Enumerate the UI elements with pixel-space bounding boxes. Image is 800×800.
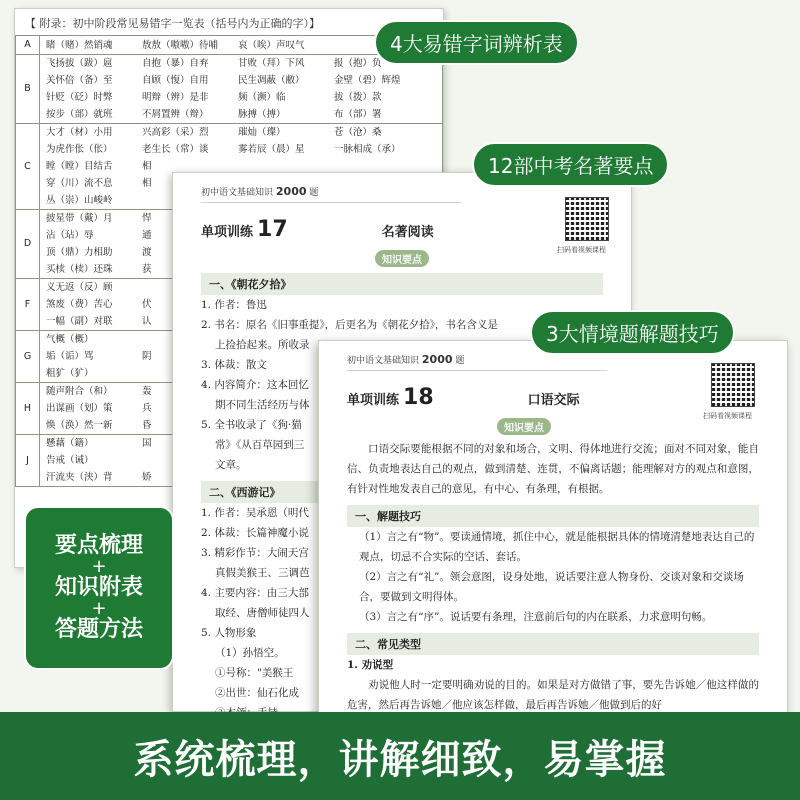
unit-heading <box>347 385 759 410</box>
qr-code-icon <box>565 197 609 241</box>
appendix-title: 【 附录：初中阶段常见易错字一览表（括号内为正确的字）】 <box>25 17 320 30</box>
knowledge-pill: 知识要点 <box>375 250 429 267</box>
book-header <box>347 353 607 371</box>
table-cell: 苍（沧）桑 <box>334 127 382 138</box>
table-cell: 垢（诟）骂 <box>46 351 94 362</box>
table-row-letter: F <box>16 279 40 331</box>
table-cell: 兴高彩（采）烈 <box>142 127 209 138</box>
book-header-suffix: 题 <box>455 356 465 366</box>
table-cell: 粗犷（犷） <box>46 368 94 379</box>
knowledge-pill: 知识要点 <box>497 418 551 435</box>
promo-box <box>24 506 174 670</box>
section-title: 二、《西游记》 <box>201 481 603 503</box>
table-line <box>40 141 442 158</box>
unit-label: 单项训练 <box>201 225 254 240</box>
table-cell: 认 <box>142 316 152 327</box>
table-cell: 汗流夹（浃）背 <box>46 472 113 483</box>
table-cell: 轰 <box>142 386 152 397</box>
table-cell: 民生凋蔽（敝） <box>238 75 305 86</box>
table-cell: 雾若辰（晨）星 <box>238 144 305 155</box>
bottom-banner <box>0 712 800 800</box>
table-cell: 伏 <box>142 299 152 310</box>
table-cell: 关怀倍（备）至 <box>46 75 113 86</box>
table-cell: 一脉相成（承） <box>334 144 401 155</box>
table-row-letter: D <box>16 210 40 279</box>
table-cell: 披星带（戴）月 <box>46 213 113 224</box>
table-cell: 出谋画（划）策 <box>46 403 113 414</box>
table-cell: 告戒（诫） <box>46 455 94 466</box>
table-cell: 气概（概） <box>46 334 94 345</box>
list-item: 5. 全书收录了《狗·猫 <box>201 419 302 431</box>
list-item: （1）言之有“物”。要读通情境，抓住中心，就是能根据具体的情境清楚地表达自己的观点，切忌不合实际的空话、套话。 <box>359 531 755 563</box>
table-cell: 随声附合（和） <box>46 386 113 397</box>
table-cell: 国 <box>142 438 152 449</box>
table-cell: 甘败（拜）下风 <box>238 58 305 69</box>
table-cell: 哀（唉）声叹气 <box>238 39 305 51</box>
table-cell: 义无返（反）顾 <box>46 282 113 293</box>
table-cell: 相 <box>142 161 152 172</box>
table-cell: 悍 <box>142 213 152 224</box>
table-cell: 穿（川）流不息 <box>46 178 113 189</box>
list-item: 取经、唐僧师徒四人 <box>215 607 310 619</box>
promo-line: 答题方法 <box>54 617 143 642</box>
table-row-letter: A <box>16 36 40 55</box>
list-item: 3. 体裁：散文 <box>201 359 267 371</box>
plus-icon: + <box>91 556 107 577</box>
promo-line: 要点梳理 <box>54 533 143 558</box>
table-row <box>16 55 443 124</box>
list-item: 上捡拾起来。所收录 <box>215 339 310 351</box>
table-cell: 瞠（瞠）目结舌 <box>46 161 113 172</box>
table-cell: 拔（拨）款 <box>334 92 382 103</box>
list-item: 4. 内容简介：这本回忆 <box>201 379 309 391</box>
list-item: 常》《从百草园到三 <box>215 439 305 451</box>
table-cell: 煞废（费）苦心 <box>46 299 113 310</box>
table-cell: 丛（崇）山峻岭 <box>46 195 113 206</box>
table-cell: 报（抱）负 <box>334 58 382 69</box>
table-cell: 自抱（暴）自弃 <box>142 58 209 69</box>
table-line <box>40 89 442 106</box>
table-cell: 璀灿（璨） <box>238 127 286 138</box>
list-item: ②出世：仙石化成 <box>215 687 299 699</box>
intro-paragraph: 口语交际要能根据不同的对象和场合，文明、得体地进行交流；面对不同对象，能自信、负责地表达自己的观点，做到清楚、连贯，不偏离话题；能理解对方的观点和意图，有针对性地发表自己的意见，有中心、有条理，有根据。 <box>347 443 759 495</box>
table-cell: 老生长（常）谈 <box>142 144 209 155</box>
list-item: （3）言之有“序”。说话要有条理，注意前后句的内在联系，力求意明句畅。 <box>359 611 713 623</box>
unit-number: 18 <box>403 385 434 410</box>
list-item: 1. 作者：吴承恩（明代 <box>201 507 309 519</box>
table-cell: 不屑置辨（辩） <box>142 109 209 120</box>
book-header-count: 2000 <box>421 353 453 366</box>
list-item: 文章。 <box>215 459 247 471</box>
table-cell: 兵 <box>142 403 152 414</box>
unit-number: 17 <box>257 217 288 242</box>
plus-icon: + <box>91 598 107 619</box>
list-item: 5. 人物形象 <box>201 627 257 639</box>
table-cell: 睹（赌）然销魂 <box>46 39 113 51</box>
table-row-letter: H <box>16 383 40 435</box>
book-header-title: 初中语文基础知识 <box>347 356 420 366</box>
table-cell: 昏 <box>142 420 152 431</box>
table-cell: 获 <box>142 264 152 275</box>
qr-caption: 扫码看视频课程 <box>703 412 752 420</box>
table-cell: 沾（玷）辱 <box>46 230 94 241</box>
table-row-letter: C <box>16 124 40 210</box>
table-cell: 脉搏（搏） <box>238 109 286 120</box>
table-cell: 顶（鼎）力相助 <box>46 247 113 258</box>
table-cell: 为虎作伥（伥） <box>46 144 113 155</box>
table-cell: 明辩（辨）是非 <box>142 92 209 103</box>
table-cell: 飞扬拔（跋）扈 <box>46 58 113 69</box>
list-item: （1）孙悟空。 <box>215 647 285 659</box>
list-item: 2. 体裁：长篇神魔小说 <box>201 527 309 539</box>
section-title: 一、解题技巧 <box>347 505 759 527</box>
table-cell: 一幅（副）对联 <box>46 316 113 327</box>
unit-topic: 名著阅读 <box>381 225 434 240</box>
table-cell: 频（濒）临 <box>238 92 286 103</box>
table-line <box>40 124 442 141</box>
badge-error-words: 4大易错字词辨析表 <box>374 20 579 65</box>
unit18-sheet <box>318 340 788 720</box>
subsection-title: 1. 劝说型 <box>347 659 394 671</box>
table-row-letter: G <box>16 331 40 383</box>
subsection-text: 劝说他人时一定要明确劝说的目的。如果是对方做错了事，要先告诉她／他这样做的危害，然后再告诉她／他应该怎样做，最后再告诉她／他做到后的好 <box>347 679 759 711</box>
qr-caption: 扫码看视频课程 <box>557 246 606 254</box>
badge-classics: 12部中考名著要点 <box>472 142 669 187</box>
list-item: 4. 主要内容：由三大部 <box>201 587 309 599</box>
table-row-letter: B <box>16 55 40 124</box>
section-title: 一、《朝花夕拾》 <box>201 273 603 295</box>
list-item: 期不同生活经历与体 <box>215 399 310 411</box>
table-cell: 通 <box>142 230 152 241</box>
table-cell: 自顾（愎）自用 <box>142 75 209 86</box>
section-title: 二、常见类型 <box>347 633 759 655</box>
promo-line: 知识附表 <box>54 575 143 600</box>
table-cell: 布（部）署 <box>334 109 382 120</box>
unit-heading <box>201 217 603 242</box>
list-item: ①号称："美猴王 <box>215 667 294 679</box>
book-header-suffix: 题 <box>309 188 319 198</box>
table-line <box>40 106 442 123</box>
table-row-letter: J <box>16 435 40 487</box>
table-cell: 娇 <box>142 472 152 483</box>
list-item: 1. 作者：鲁迅 <box>201 299 267 311</box>
book-header <box>201 185 461 203</box>
list-item: 3. 精彩作节：大闹天宫 <box>201 547 309 559</box>
table-cell: 懸藉（籍） <box>46 438 94 449</box>
table-row-cells <box>40 55 443 124</box>
table-cell: 按步（部）就班 <box>46 109 113 120</box>
table-cell: 相 <box>142 178 152 189</box>
list-item: 真假美猴王、三调芭 <box>215 567 310 579</box>
table-cell: 买椟（椟）还珠 <box>46 264 113 275</box>
table-cell: 针贬（砭）时弊 <box>46 92 113 103</box>
table-cell: 焕（涣）然一新 <box>46 420 113 431</box>
tips-list <box>347 527 759 627</box>
table-line <box>40 72 442 89</box>
table-cell: 阴 <box>142 351 152 362</box>
list-item: （2）言之有“礼”。领会意图，设身处地，说话要注意人物身份、交谈对象和交谈场合，要做到文明得体。 <box>359 571 744 603</box>
qr-code-icon <box>711 363 755 407</box>
table-cell: 大才（材）小用 <box>46 127 113 138</box>
list-item: 2. 书名：原名《旧事重提》，后更名为《朝花夕拾》，书名含义是 <box>201 319 498 331</box>
badge-situational: 3大情境题解题技巧 <box>530 310 735 355</box>
unit-label: 单项训练 <box>347 393 400 408</box>
banner-slogan: 系统梳理，讲解细致，易掌握 <box>133 736 667 783</box>
unit-topic: 口语交际 <box>527 393 580 408</box>
book-header-count: 2000 <box>275 185 307 198</box>
table-cell: 敖敖（嗷嗷）待哺 <box>142 39 219 51</box>
table-cell: 金壁（碧）辉煌 <box>334 75 401 86</box>
book-header-title: 初中语文基础知识 <box>201 188 274 198</box>
table-cell: 渡 <box>142 247 152 258</box>
